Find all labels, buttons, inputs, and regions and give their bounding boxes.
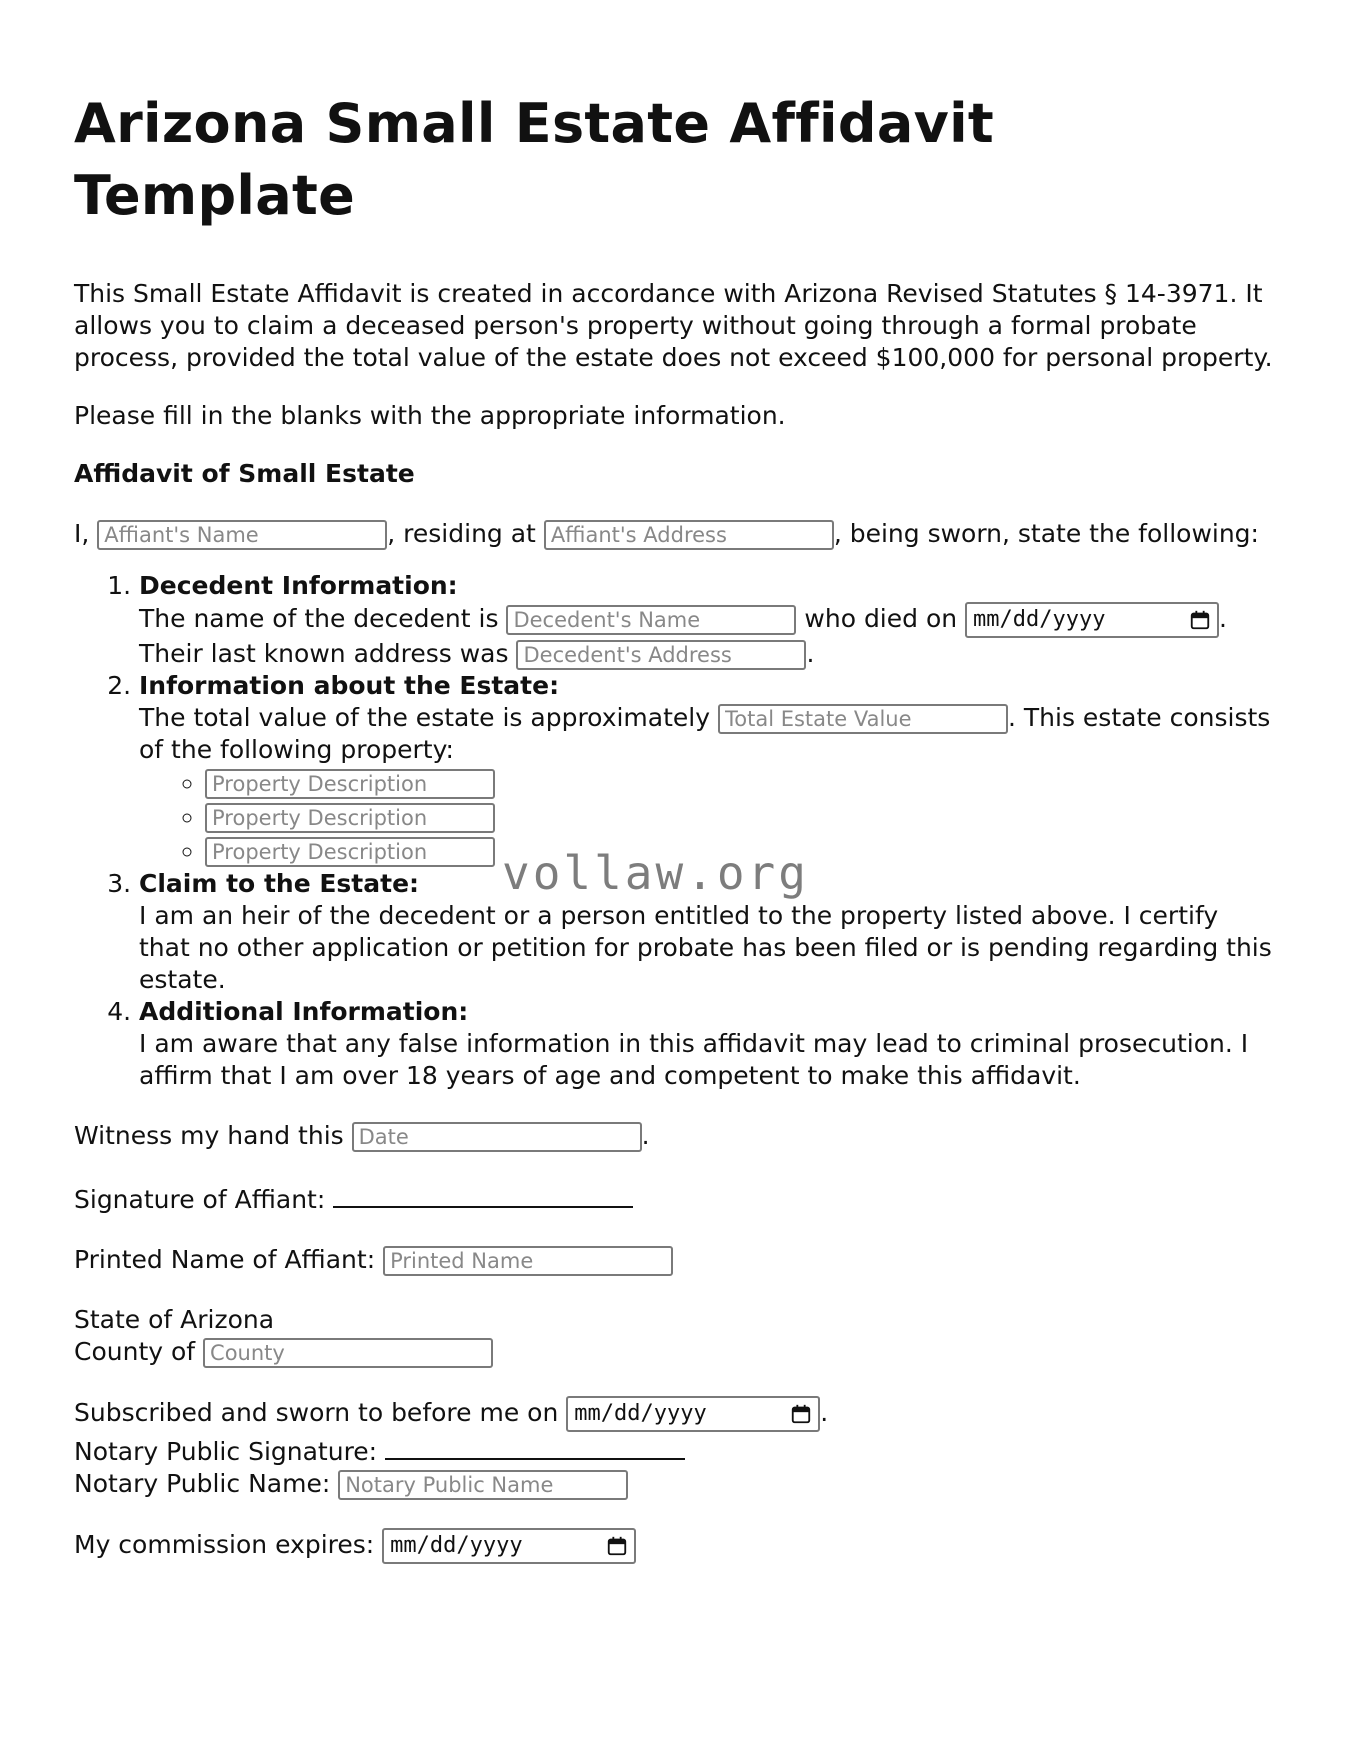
commission-date-input[interactable] bbox=[382, 1528, 636, 1564]
property-description-input[interactable] bbox=[205, 837, 495, 867]
affidavit-items bbox=[74, 570, 1274, 1092]
death-date-input[interactable] bbox=[965, 602, 1219, 638]
opening-residing: , residing at bbox=[387, 519, 536, 548]
sworn-label: Subscribed and sworn to before me on bbox=[74, 1398, 559, 1427]
instructions-paragraph: Please fill in the blanks with the appropriate information. bbox=[74, 401, 786, 430]
item-additional bbox=[139, 996, 1274, 1092]
property-description-input[interactable] bbox=[205, 769, 495, 799]
died-on-text: who died on bbox=[804, 604, 958, 633]
decedent-heading: Decedent Information: bbox=[139, 571, 458, 600]
period: . bbox=[806, 639, 815, 668]
watermark-text: vollaw.org bbox=[502, 846, 809, 900]
claim-heading: Claim to the Estate: bbox=[139, 869, 420, 898]
witness-date-input[interactable] bbox=[352, 1122, 642, 1152]
claim-text: I am an heir of the decedent or a person entitled to the property listed above. I certify that no other application or petition for probate has been filed or is pending regarding this estate. bbox=[139, 901, 1272, 994]
opening-suffix: , being sworn, state the following: bbox=[833, 519, 1259, 548]
affiant-signature-line[interactable] bbox=[333, 1180, 633, 1208]
estate-text: The total value of the estate is approximately bbox=[139, 703, 711, 732]
decedent-address-input[interactable] bbox=[516, 640, 806, 670]
notary-signature-field[interactable] bbox=[385, 1432, 685, 1460]
printed-name-input[interactable] bbox=[383, 1246, 673, 1276]
item-decedent bbox=[139, 570, 1274, 670]
commission-line bbox=[74, 1528, 1274, 1564]
signature-label: Signature of Affiant: bbox=[74, 1185, 326, 1214]
notary-name-input[interactable] bbox=[338, 1470, 628, 1500]
sworn-date-input[interactable] bbox=[566, 1396, 820, 1432]
section-heading: Affidavit of Small Estate bbox=[74, 459, 415, 488]
last-address-text: Their last known address was bbox=[139, 639, 509, 668]
estate-consists-text: . This estate consists of the following property: bbox=[139, 703, 1271, 764]
affiant-name-input[interactable] bbox=[97, 520, 387, 550]
date-format: mm/dd/yyyy bbox=[574, 1401, 707, 1426]
calendar-icon bbox=[790, 1403, 812, 1425]
notary-name-line bbox=[74, 1468, 1274, 1500]
additional-heading: Additional Information: bbox=[139, 997, 469, 1026]
additional-text: I am aware that any false information in this affidavit may lead to criminal prosecution. I affirm that I am over 18 years of age and competent to make this affidavit. bbox=[139, 1029, 1249, 1090]
calendar-icon bbox=[1189, 609, 1211, 631]
opening-prefix: I, bbox=[74, 519, 90, 548]
sworn-line bbox=[74, 1396, 1274, 1432]
page-title: Arizona Small Estate Affidavit Template bbox=[74, 92, 994, 227]
commission-label: My commission expires: bbox=[74, 1530, 375, 1559]
county-input[interactable] bbox=[203, 1338, 493, 1368]
list-item bbox=[205, 766, 1274, 800]
printed-name-line bbox=[74, 1244, 1274, 1276]
decedent-text: The name of the decedent is bbox=[139, 604, 499, 633]
estate-heading: Information about the Estate: bbox=[139, 671, 560, 700]
period: . bbox=[641, 1121, 650, 1150]
property-description-input[interactable] bbox=[205, 803, 495, 833]
date-format: mm/dd/yyyy bbox=[973, 607, 1106, 632]
county-line bbox=[74, 1336, 1274, 1368]
period: . bbox=[1219, 604, 1227, 633]
witness-line bbox=[74, 1120, 1274, 1152]
list-item bbox=[205, 800, 1274, 834]
calendar-icon bbox=[606, 1535, 628, 1557]
notary-name-label: Notary Public Name: bbox=[74, 1469, 331, 1498]
witness-label: Witness my hand this bbox=[74, 1121, 344, 1150]
opening-statement bbox=[74, 518, 1274, 550]
estate-value-input[interactable] bbox=[718, 704, 1008, 734]
notary-signature-line bbox=[74, 1432, 1274, 1468]
county-label: County of bbox=[74, 1337, 196, 1366]
printed-name-label: Printed Name of Affiant: bbox=[74, 1245, 376, 1274]
state-label: State of Arizona bbox=[74, 1305, 275, 1334]
affiant-address-input[interactable] bbox=[544, 520, 834, 550]
period: . bbox=[820, 1398, 829, 1427]
date-format: mm/dd/yyyy bbox=[390, 1533, 523, 1558]
decedent-name-input[interactable] bbox=[506, 605, 796, 635]
notary-signature-label: Notary Public Signature: bbox=[74, 1437, 378, 1466]
item-estate bbox=[139, 670, 1274, 868]
signature-line bbox=[74, 1180, 1274, 1216]
intro-paragraph: This Small Estate Affidavit is created in accordance with Arizona Revised Statutes § 14-3971. It allows you to claim a deceased person's property without going through a formal probate process, provided the total value of the estate does not exceed $100,000 for personal property. bbox=[74, 279, 1273, 372]
affidavit-document bbox=[74, 88, 1274, 1564]
